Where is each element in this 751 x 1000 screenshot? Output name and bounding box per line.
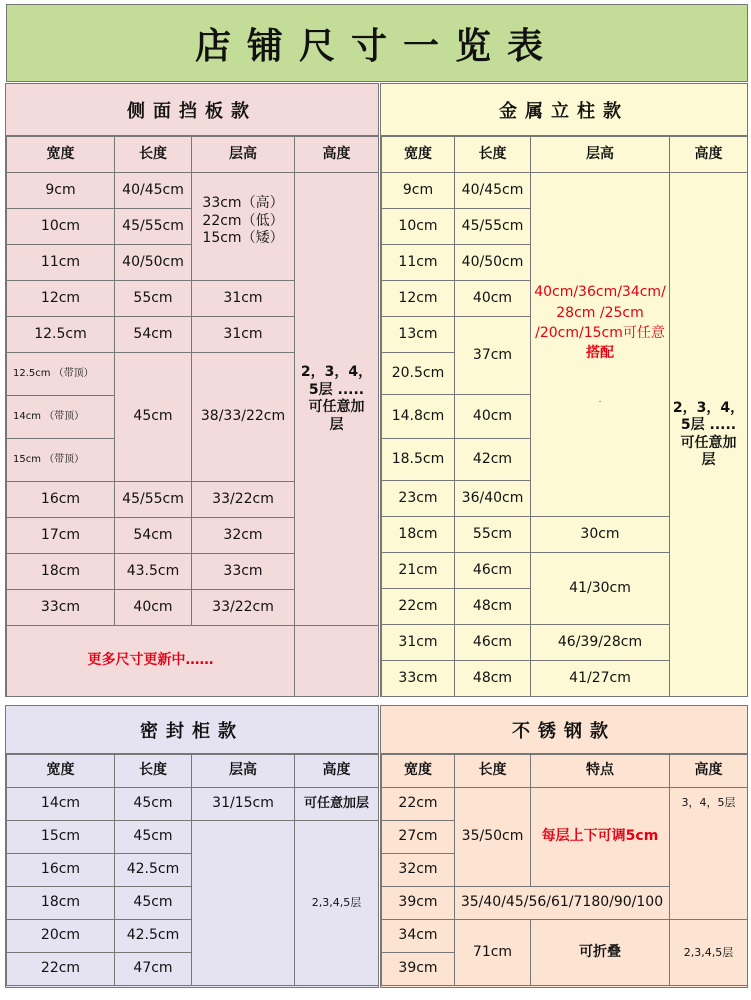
feature-merged: 每层上下可调5cm bbox=[531, 788, 670, 887]
sealed-table bbox=[6, 754, 379, 986]
width-cell: 12.5cm bbox=[7, 317, 115, 353]
layer-line: /20cm/15cm可任意 bbox=[535, 324, 665, 341]
length-cell: 42cm bbox=[455, 439, 531, 481]
height-line: 可任意加 bbox=[308, 399, 365, 415]
layer-cell: 31cm bbox=[192, 317, 295, 353]
col-header-length: 长度 bbox=[455, 755, 531, 788]
layer-cell: 30cm bbox=[531, 517, 670, 553]
length-cell: 45/55cm bbox=[455, 209, 531, 245]
layer-line: 40cm/36cm/34cm/ bbox=[534, 284, 666, 301]
layer-cell: 41/27cm bbox=[531, 661, 670, 697]
col-header-height: 高度 bbox=[295, 137, 379, 173]
col-header-length: 长度 bbox=[115, 137, 192, 173]
height-line: 2，3，4， bbox=[300, 364, 373, 380]
height-merged: 2,3,4,5层 bbox=[670, 920, 748, 986]
width-cell: 17cm bbox=[7, 518, 115, 554]
col-header-layer: 层高 bbox=[192, 755, 295, 788]
length-cell: 40cm bbox=[455, 281, 531, 317]
length-cell: 45cm bbox=[115, 887, 192, 920]
width-cell: 20cm bbox=[7, 920, 115, 953]
feature-merged: 可折叠 bbox=[531, 920, 670, 986]
width-cell: 16cm bbox=[7, 482, 115, 518]
length-cell: 36/40cm bbox=[455, 481, 531, 517]
width-cell: 14.8cm bbox=[382, 395, 455, 439]
steel-panel-title: 不锈钢款 bbox=[381, 706, 747, 754]
layer-cell: 33cm bbox=[192, 554, 295, 590]
col-header-layer: 层高 bbox=[531, 137, 670, 173]
length-cell: 40/45cm bbox=[115, 173, 192, 209]
more-sizes-note: 更多尺寸更新中…… bbox=[7, 626, 295, 697]
steel-table bbox=[381, 754, 748, 986]
width-cell: 22cm bbox=[382, 788, 455, 821]
width-cell: 9cm bbox=[382, 173, 455, 209]
width-cell: 18.5cm bbox=[382, 439, 455, 481]
height-merged: 2,3,4,5层 bbox=[295, 821, 379, 986]
length-merged: 45cm bbox=[115, 353, 192, 482]
height-line: 5层 ..... bbox=[308, 381, 365, 398]
width-cell: 11cm bbox=[7, 245, 115, 281]
sealed-panel-title: 密封柜款 bbox=[6, 706, 378, 754]
length-cell: 43.5cm bbox=[115, 554, 192, 590]
length-merged: 35/50cm bbox=[455, 788, 531, 887]
layer-main bbox=[531, 173, 670, 517]
height-tail bbox=[295, 626, 379, 697]
width-cell: 33cm bbox=[382, 661, 455, 697]
width-cell: 23cm bbox=[382, 481, 455, 517]
sealed-panel bbox=[5, 705, 379, 988]
col-header-height: 高度 bbox=[670, 137, 748, 173]
layer-cell: 31cm bbox=[192, 281, 295, 317]
length-span-cell: 35/40/45/56/61/7180/90/100 bbox=[455, 887, 670, 920]
length-cell: 47cm bbox=[115, 953, 192, 986]
height-line: 5层 ..... bbox=[680, 417, 737, 433]
height-merged bbox=[670, 173, 748, 697]
width-cell: 12.5cm （带顶） bbox=[7, 353, 115, 396]
length-merged: 37cm bbox=[455, 317, 531, 395]
width-cell: 10cm bbox=[382, 209, 455, 245]
col-header-width: 宽度 bbox=[382, 137, 455, 173]
layer-cell: 41/30cm bbox=[531, 553, 670, 625]
width-cell: 32cm bbox=[382, 854, 455, 887]
metal-panel bbox=[380, 83, 748, 697]
width-cell: 12cm bbox=[382, 281, 455, 317]
steel-panel bbox=[380, 705, 748, 988]
length-cell: 40/45cm bbox=[455, 173, 531, 209]
height-line: 层 bbox=[701, 452, 716, 468]
layer-cell: 33/22cm bbox=[192, 482, 295, 518]
layer-line: 22cm（低） bbox=[202, 212, 284, 229]
width-cell: 31cm bbox=[382, 625, 455, 661]
length-cell: 48cm bbox=[455, 661, 531, 697]
col-header-length: 长度 bbox=[455, 137, 531, 173]
col-header-feature: 特点 bbox=[531, 755, 670, 788]
length-merged: 71cm bbox=[455, 920, 531, 986]
layer-dot: . bbox=[598, 394, 602, 405]
metal-table bbox=[381, 136, 748, 697]
width-cell: 22cm bbox=[382, 589, 455, 625]
length-cell: 42.5cm bbox=[115, 854, 192, 887]
layer-line: 15cm（矮） bbox=[202, 230, 284, 246]
layer-cell: 32cm bbox=[192, 518, 295, 554]
length-cell: 42.5cm bbox=[115, 920, 192, 953]
height-merged bbox=[295, 173, 379, 626]
side-panel bbox=[5, 83, 379, 697]
height-line: 层 bbox=[329, 416, 344, 433]
length-cell: 48cm bbox=[455, 589, 531, 625]
width-cell: 20.5cm bbox=[382, 353, 455, 395]
length-cell: 46cm bbox=[455, 553, 531, 589]
width-cell: 14cm （带顶） bbox=[7, 396, 115, 439]
length-cell: 54cm bbox=[115, 518, 192, 554]
length-cell: 40cm bbox=[115, 590, 192, 626]
width-cell: 34cm bbox=[382, 920, 455, 953]
col-header-height: 高度 bbox=[670, 755, 748, 788]
width-cell: 39cm bbox=[382, 953, 455, 986]
length-cell: 45cm bbox=[115, 821, 192, 854]
width-cell: 18cm bbox=[7, 887, 115, 920]
width-cell: 14cm bbox=[7, 788, 115, 821]
length-cell: 40/50cm bbox=[115, 245, 192, 281]
length-cell: 40/50cm bbox=[455, 245, 531, 281]
width-cell: 13cm bbox=[382, 317, 455, 353]
side-table bbox=[6, 136, 379, 697]
col-header-width: 宽度 bbox=[7, 137, 115, 173]
height-cell: 可任意加层 bbox=[295, 788, 379, 821]
width-cell: 16cm bbox=[7, 854, 115, 887]
length-cell: 55cm bbox=[115, 281, 192, 317]
height-line: 2，3，4， bbox=[672, 399, 745, 416]
width-cell: 18cm bbox=[382, 517, 455, 553]
layer-line: 28cm /25cm bbox=[556, 304, 644, 321]
layer-line: 33cm（高） bbox=[202, 195, 284, 211]
layer-cell: 31/15cm bbox=[192, 788, 295, 821]
metal-panel-title: 金属立柱款 bbox=[381, 84, 747, 136]
width-cell: 22cm bbox=[7, 953, 115, 986]
length-cell: 54cm bbox=[115, 317, 192, 353]
width-cell: 15cm bbox=[7, 821, 115, 854]
width-cell: 39cm bbox=[382, 887, 455, 920]
width-cell: 10cm bbox=[7, 209, 115, 245]
width-cell: 33cm bbox=[7, 590, 115, 626]
width-cell: 11cm bbox=[382, 245, 455, 281]
height-merged: 3，4，5层 bbox=[670, 788, 748, 920]
layer-cell: 46/39/28cm bbox=[531, 625, 670, 661]
layer-merged: 38/33/22cm bbox=[192, 353, 295, 482]
col-header-height: 高度 bbox=[295, 755, 379, 788]
page-title: 店铺尺寸一览表 bbox=[6, 4, 748, 82]
length-cell: 45cm bbox=[115, 788, 192, 821]
length-cell: 45/55cm bbox=[115, 482, 192, 518]
side-panel-title: 侧面挡板款 bbox=[6, 84, 378, 136]
col-header-length: 长度 bbox=[115, 755, 192, 788]
height-line: 可任意加 bbox=[680, 434, 737, 451]
width-cell: 18cm bbox=[7, 554, 115, 590]
length-cell: 40cm bbox=[455, 395, 531, 439]
col-header-layer: 层高 bbox=[192, 137, 295, 173]
col-header-width: 宽度 bbox=[382, 755, 455, 788]
length-cell: 45/55cm bbox=[115, 209, 192, 245]
width-cell: 15cm （带顶） bbox=[7, 439, 115, 482]
layer-line: 搭配 bbox=[586, 345, 614, 362]
layer-empty bbox=[192, 821, 295, 986]
width-cell: 21cm bbox=[382, 553, 455, 589]
layer-cell: 33/22cm bbox=[192, 590, 295, 626]
length-cell: 55cm bbox=[455, 517, 531, 553]
width-cell: 12cm bbox=[7, 281, 115, 317]
width-cell: 9cm bbox=[7, 173, 115, 209]
layer-height-group bbox=[192, 173, 295, 281]
col-header-width: 宽度 bbox=[7, 755, 115, 788]
width-cell: 27cm bbox=[382, 821, 455, 854]
length-cell: 46cm bbox=[455, 625, 531, 661]
